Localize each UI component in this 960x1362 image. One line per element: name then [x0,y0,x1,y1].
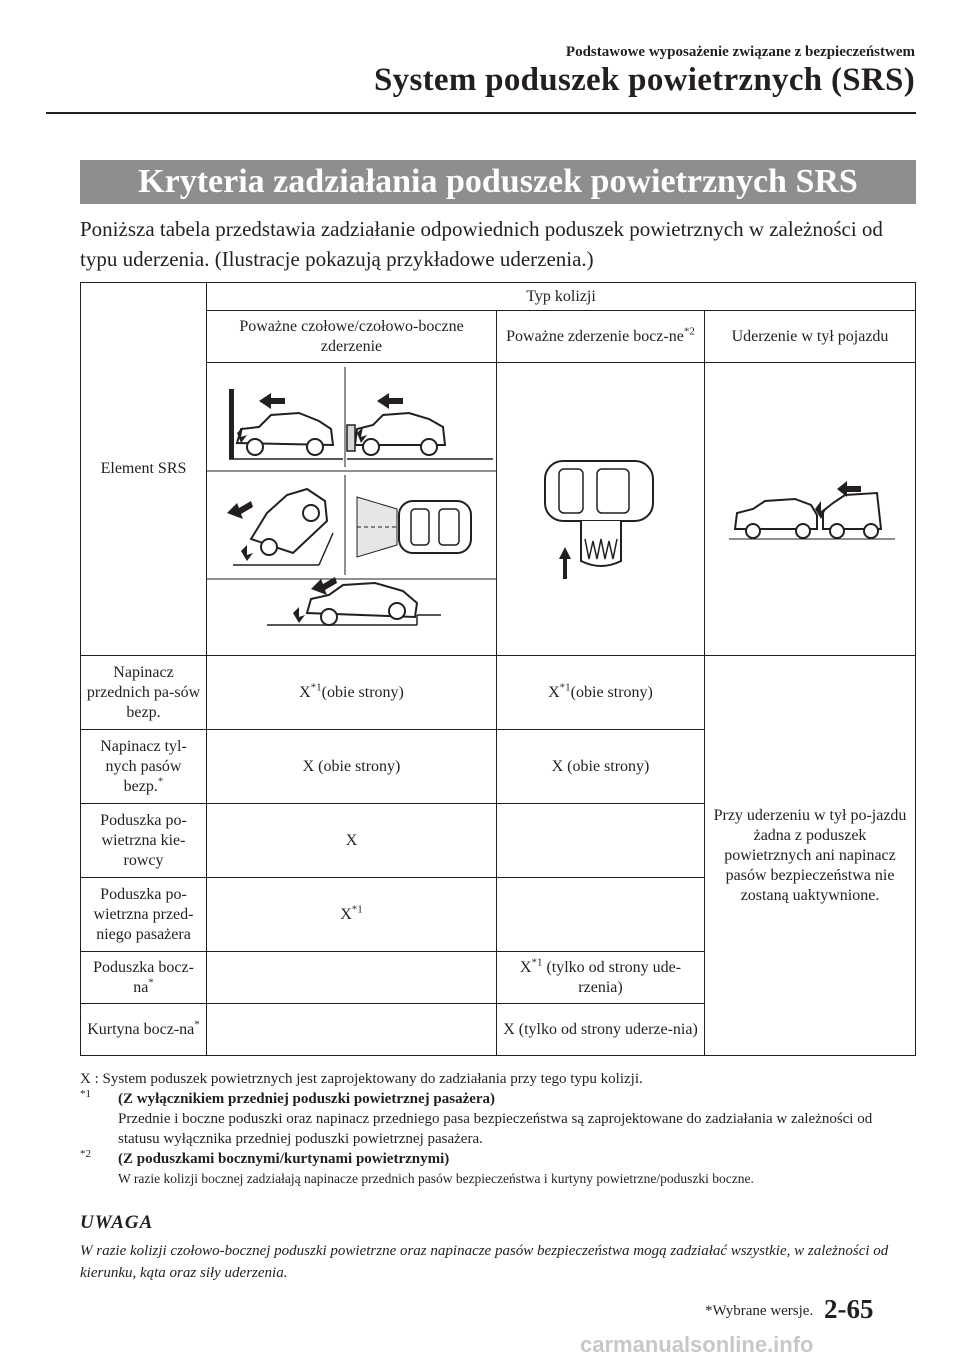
row-passenger-airbag-side [497,878,705,952]
intro-paragraph: Poniższa tabela przedstawia zadziałanie odpowiednich poduszek powietrznych w zależności od typu uderzenia. (Ilustracje pokazują przykładowe uderzenia.) [80,217,883,271]
row-driver-airbag-label: Poduszka po-wietrzna kie-rowcy [81,804,207,878]
page-number: 2-65 [824,1294,874,1324]
footnote-1-key: *1 [80,1088,91,1100]
row-driver-airbag-side [497,804,705,878]
header-divider [46,112,916,114]
row-front-pretensioner-label: Napinacz przednich pa-sów bezp. [81,656,207,730]
frontal-collision-illustrations [207,363,497,655]
row-side-airbag-label: Poduszka bocz-na* [81,952,207,1004]
footnote-1-text: Przednie i boczne poduszki oraz napinacz przedniego pasa bezpieczeństwa są zaprojektowane do zadziałania w zależności od statusu wyłącznika przedniej poduszki powietrznej pasażera. [118,1111,873,1147]
side-collision-icon [497,363,705,655]
row-passenger-airbag-label: Poduszka po-wietrzna przed-niego pasażera [81,878,207,952]
side-illustration [497,363,705,656]
footnote-2-text: W razie kolizji bocznej zadziałają napinacze przednich pasów bezpieczeństwa i kurtyny powietrzne/poduszki boczne. [118,1171,754,1186]
frontal-illustrations [207,363,497,656]
footnote-2 [80,1149,916,1189]
col-header-side: Poważne zderzenie bocz-$ne^{*2}$ [497,311,705,363]
footnotes [80,1069,916,1189]
row-curtain-airbag-frontal [207,1004,497,1056]
footnote-1 [80,1089,916,1149]
row-side-airbag-frontal [207,952,497,1004]
element-srs-header: Element SRS [81,283,207,656]
footnote-x: X : System poduszek powietrznych jest zaprojektowany do zadziałania przy tego typu kolizji. [80,1071,643,1087]
footnote-2-key: *2 [80,1148,91,1160]
section-title: Kryteria zadziałania poduszek powietrznych SRS [80,160,916,204]
car-angle-collision-icon [357,497,471,557]
rear-collision-icon [705,363,916,655]
row-rear-pretensioner-frontal: X (obie strony) [207,730,497,804]
row-front-pretensioner-side: $X^{*1}(obie$ strony) [497,656,705,730]
row-driver-airbag-frontal: X [207,804,497,878]
row-side-airbag-side: $X^{*1}$ (tylko od strony ude-rzenia) [497,952,705,1004]
car-wall-collision-icon [229,389,343,459]
row-rear-pretensioner-side: X (obie strony) [497,730,705,804]
header-title: System poduszek powietrznych (SRS) [374,62,915,98]
car-car-collision-icon [347,393,493,459]
col-header-rear: Uderzenie w tył pojazdu [705,311,916,363]
footnote-1-title: (Z wyłącznikiem przedniej poduszki powietrznej pasażera) [118,1091,496,1107]
row-passenger-airbag-frontal: $X^{*1}$ [207,878,497,952]
collision-type-header: Typ kolizji [207,283,916,311]
car-slope-collision-icon [227,489,333,565]
car-curb-collision-icon [267,577,441,625]
srs-criteria-table [80,282,916,1056]
rear-impact-note: Przy uderzeniu w tył po-jazdu żadna z poduszek powietrznych ani napinacz pasów bezpieczeństwa nie zostaną uaktywnione. [705,656,916,1056]
row-rear-pretensioner-label: Napinacz tyl-nych pasów bezp.* [81,730,207,804]
col-header-frontal: Poważne czołowe/czołowo-boczne zderzenie [207,311,497,363]
rear-illustration [705,363,916,656]
watermark: carmanualsonline.info [580,1332,814,1357]
footnote-2-title: (Z poduszkami bocznymi/kurtynami powietrznymi) [118,1151,450,1167]
row-curtain-airbag-side: X (tylko od strony uderze-nia) [497,1004,705,1056]
uwaga-text: W razie kolizji czołowo-bocznej poduszki powietrzne oraz napinacze pasów bezpieczeństwa mogą zadziałać wszystkie, w zależności od kierunku, kąta oraz siły uderzenia. [80,1243,889,1281]
uwaga-title: UWAGA [80,1212,154,1233]
row-front-pretensioner-frontal: $X^{*1}(obie$ strony) [207,656,497,730]
selected-versions-note: *Wybrane wersje. [705,1303,814,1319]
row-curtain-airbag-label: Kurtyna bocz-na* [81,1004,207,1056]
header-subtitle: Podstawowe wyposażenie związane z bezpieczeństwem [565,44,915,60]
